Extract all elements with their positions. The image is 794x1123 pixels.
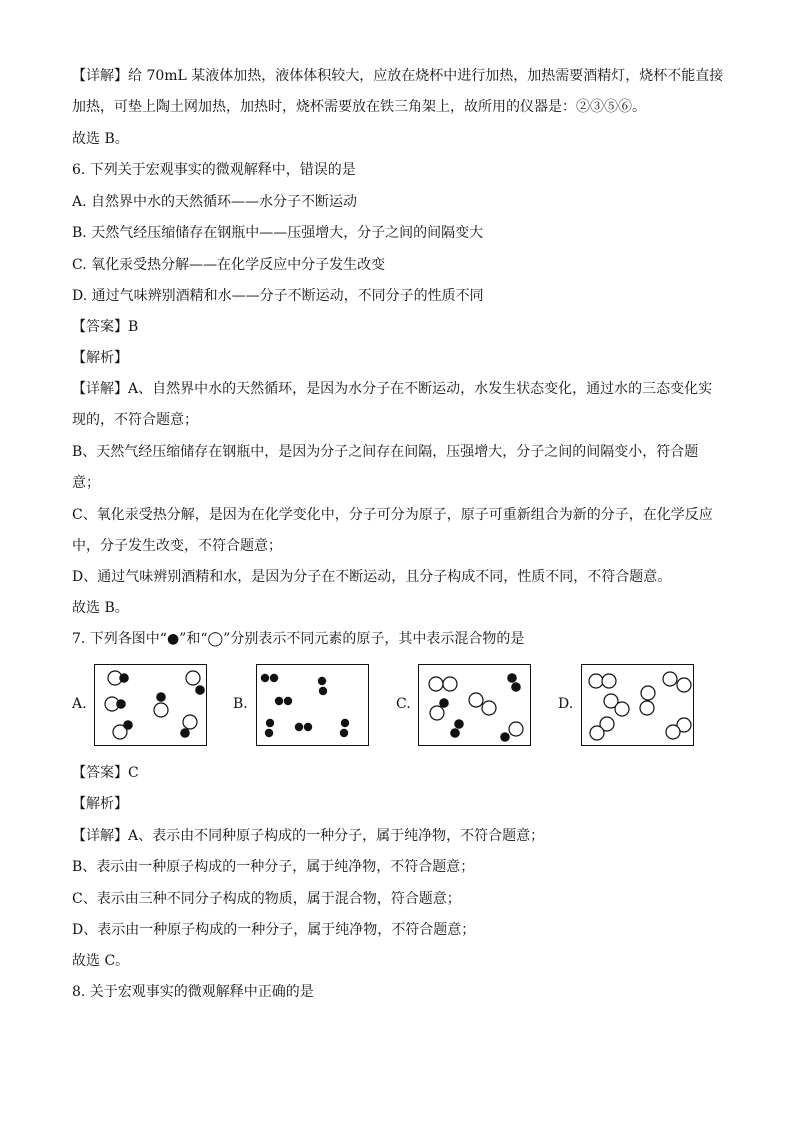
q7-option-a-label: A. xyxy=(72,696,87,712)
q6-detail-line-1: 【详解】A、自然界中水的天然循环，是因为水分子在不断运动，水发生状态变化，通过水的三态变化实 xyxy=(72,381,713,397)
q6-detail-line-3: B、天然气经压缩储存在钢瓶中，是因为分子之间存在间隔，压强增大，分子之间的间隔变小，符合题 xyxy=(72,444,699,460)
q5-conclusion: 故选 B。 xyxy=(72,131,129,147)
q6-option-b: B. 天然气经压缩储存在钢瓶中——压强增大，分子之间的间隔变大 xyxy=(72,225,484,241)
q7-detail-line-3: C、表示由三种不同分子构成的物质，属于混合物，符合题意； xyxy=(72,891,461,907)
q6-detail-line-5: C、氧化汞受热分解，是因为在化学变化中，分子可分为原子，原子可重新组合为新的分子，在化学反应 xyxy=(72,507,713,523)
q7-option-a-diagram xyxy=(94,664,207,746)
q6-option-c: C. 氧化汞受热分解——在化学反应中分子发生改变 xyxy=(72,257,386,273)
q7-option-d-label: D. xyxy=(558,696,574,712)
q7-stem: 7. 下列各图中“●”和“◯”分别表示不同元素的原子，其中表示混合物的是 xyxy=(72,631,525,647)
q8-stem: 8. 关于宏观事实的微观解释中正确的是 xyxy=(72,984,314,1000)
q6-option-d: D. 通过气味辨别酒精和水——分子不断运动，不同分子的性质不同 xyxy=(72,288,484,304)
q5-detail-line-2: 加热，可垫上陶土网加热，加热时，烧杯需要放在铁三角架上，故所用的仪器是：②③⑤⑥。 xyxy=(72,99,646,115)
q7-conclusion: 故选 C。 xyxy=(72,953,130,969)
q7-option-c-label: C. xyxy=(396,696,411,712)
q7-detail-line-1: 【详解】A、表示由不同种原子构成的一种分子，属于纯净物，不符合题意； xyxy=(72,828,545,844)
q7-option-b-diagram xyxy=(256,664,369,746)
q6-conclusion: 故选 B。 xyxy=(72,600,129,616)
q6-detail-line-4: 意； xyxy=(72,475,100,491)
q7-option-b-label: B. xyxy=(233,696,248,712)
q7-answer: 【答案】C xyxy=(72,765,139,781)
q7-detail-line-2: B、表示由一种原子构成的一种分子，属于纯净物，不符合题意； xyxy=(72,859,475,875)
q7-option-c-diagram xyxy=(418,664,531,746)
q6-answer: 【答案】B xyxy=(72,319,139,335)
q5-detail-line-1: 【详解】给 70mL 某液体加热，液体体积较大，应放在烧杯中进行加热，加热需要酒精灯，烧杯不能直接 xyxy=(72,68,724,84)
q7-analysis-heading: 【解析】 xyxy=(72,796,128,812)
q7-option-diagrams xyxy=(72,662,732,748)
q6-detail-line-2: 现的，不符合题意； xyxy=(72,412,198,428)
q6-detail-line-7: D、通过气味辨别酒精和水，是因为分子在不断运动，且分子构成不同，性质不同，不符合题意。 xyxy=(72,569,672,585)
q7-option-d-diagram xyxy=(581,664,694,746)
q7-detail-line-4: D、表示由一种原子构成的一种分子，属于纯净物，不符合题意； xyxy=(72,922,476,938)
q6-option-a: A. 自然界中水的天然循环——水分子不断运动 xyxy=(72,194,358,210)
q6-stem: 6. 下列关于宏观事实的微观解释中，错误的是 xyxy=(72,162,356,178)
q6-detail-line-6: 中，分子发生改变，不符合题意； xyxy=(72,538,282,554)
q6-analysis-heading: 【解析】 xyxy=(72,350,128,366)
